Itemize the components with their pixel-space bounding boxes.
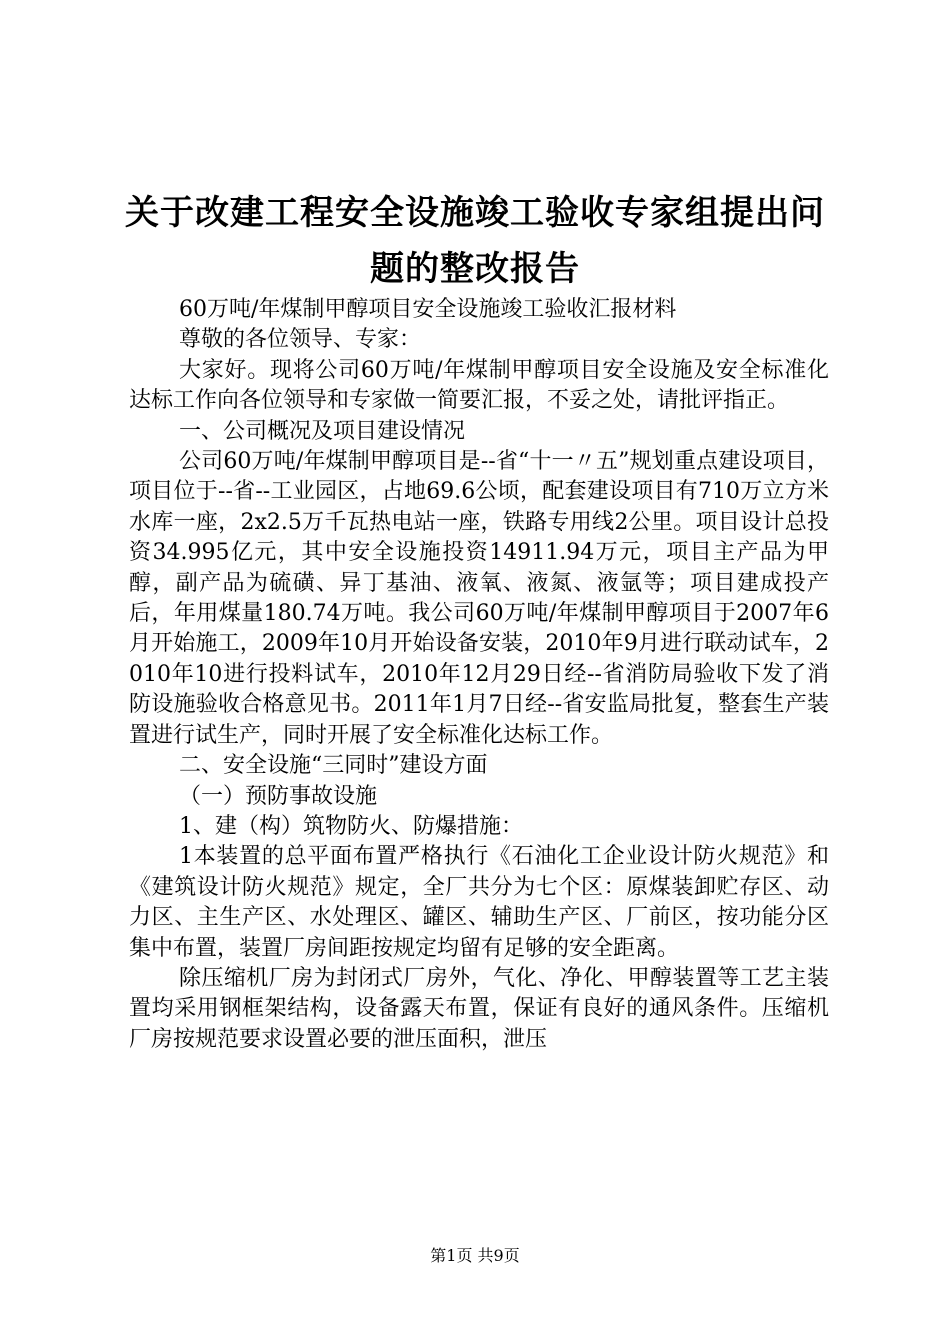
- subsection-heading: （一）预防事故设施: [179, 783, 378, 809]
- item-heading: 1、建（构）筑物防火、防爆措施：: [179, 813, 523, 839]
- document-body: [129, 295, 829, 1055]
- section-heading-2: 二、安全设施“三同时”建设方面: [179, 753, 488, 779]
- paragraph-structure: 除压缩机厂房为封闭式厂房外，气化、净化、甲醇装置等工艺主装置均采用钢框架结构，设备露天布置，保证有良好的通风条件。压缩机厂房按规范要求设置必要的泄压面积，泄压: [129, 965, 829, 1052]
- paragraph-layout: 1本装置的总平面布置严格执行《石油化工企业设计防火规范》和《建筑设计防火规范》规定，全厂共分为七个区：原煤装卸贮存区、动力区、主生产区、水处理区、罐区、辅助生产区、厂前区，按功能分区集中布置，装置厂房间距按规定均留有足够的安全距离。: [129, 844, 829, 961]
- document-title-line-1: 关于改建工程安全设施竣工验收专家组提出问: [125, 193, 825, 233]
- page-footer: 第1页 共9页: [430, 1246, 520, 1265]
- paragraph-subtitle: 60万吨/年煤制甲醇项目安全设施竣工验收汇报材料: [179, 297, 677, 322]
- paragraph-salutation: 尊敬的各位领导、专家：: [179, 327, 422, 353]
- section-heading-1: 一、公司概况及项目建设情况: [179, 418, 466, 444]
- paragraph-overview: 公司60万吨/年煤制甲醇项目是--省“十一〃五”规划重点建设项目，项目位于--省--工业园区，占地69.6公顷，配套建设项目有710万立方米水库一座，2x2.5万千瓦热电站一座，铁路专用线2公里。项目设计总投资34.995亿元，其中安全设施投资14911.94万元，项目主产品为甲醇，副产品为硫磺、异丁基油、液氧、液氮、液氩等；项目建成投产后，年用煤量180.74万吨。我公司60万吨/年煤制甲醇项目于2007年6月开始施工，2009年10月开始设备安装，2010年9月进行联动试车，2010年10进行投料试车，2010年12月29日经--省消防局验收下发了消防设施验收合格意见书。2011年1月7日经--省安监局批复，整套生产装置进行试生产，同时开展了安全标准化达标工作。: [129, 449, 829, 748]
- paragraph-greeting: 大家好。现将公司60万吨/年煤制甲醇项目安全设施及安全标准化达标工作向各位领导和专家做一简要汇报，不妥之处，请批评指正。: [129, 357, 829, 414]
- document-title-line-2: 题的整改报告: [370, 249, 580, 289]
